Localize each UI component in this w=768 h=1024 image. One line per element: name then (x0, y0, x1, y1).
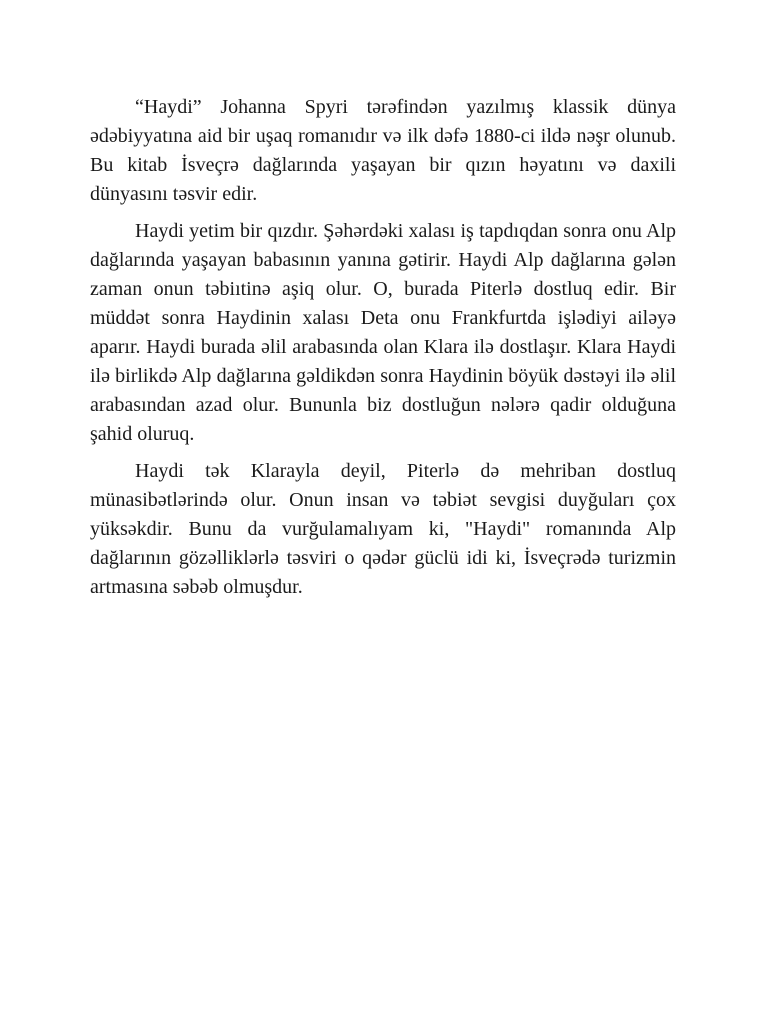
paragraph-conclusion: Haydi tək Klarayla deyil, Piterlə də mehriban dostluq münasibətlərində olur. Onun insan və təbiət sevgisi duyğuları çox yüksəkdir. Bunu da vurğulamalıyam ki, "Haydi" romanında Alp dağlarının gözəlliklərlə təsviri o qədər güclü idi ki, İsveçrədə turizmin artmasına səbəb olmuşdur. (90, 460, 676, 598)
paragraph-plot: Haydi yetim bir qızdır. Şəhərdəki xalası iş tapdıqdan sonra onu Alp dağlarında yaşayan babasının yanına gətirir. Haydi Alp dağlarına gələn zaman onun təbiıtinə aşiq olur. O, burada Piterlə dostluq edir. Bir müddət sonra Haydinin xalası Deta onu Frankfurtda işlədiyi ailəyə aparır. Haydi burada əlil arabasında olan Klara ilə dostlaşır. Klara Haydi ilə birlikdə Alp dağlarına gəldikdən sonra Haydinin böyük dəstəyi ilə əlil arabasından azad olur. Bununla biz dostluğun nələrə qadir olduğuna şahid oluruq. (90, 220, 676, 445)
document-body (90, 93, 676, 610)
paragraph-intro: “Haydi” Johanna Spyri tərəfindən yazılmış klassik dünya ədəbiyyatına aid bir uşaq romanıdır və ilk dəfə 1880-ci ildə nəşr olunub. Bu kitab İsveçrə dağlarında yaşayan bir qızın həyatını və daxili dünyasını təsvir edir. (90, 96, 676, 205)
